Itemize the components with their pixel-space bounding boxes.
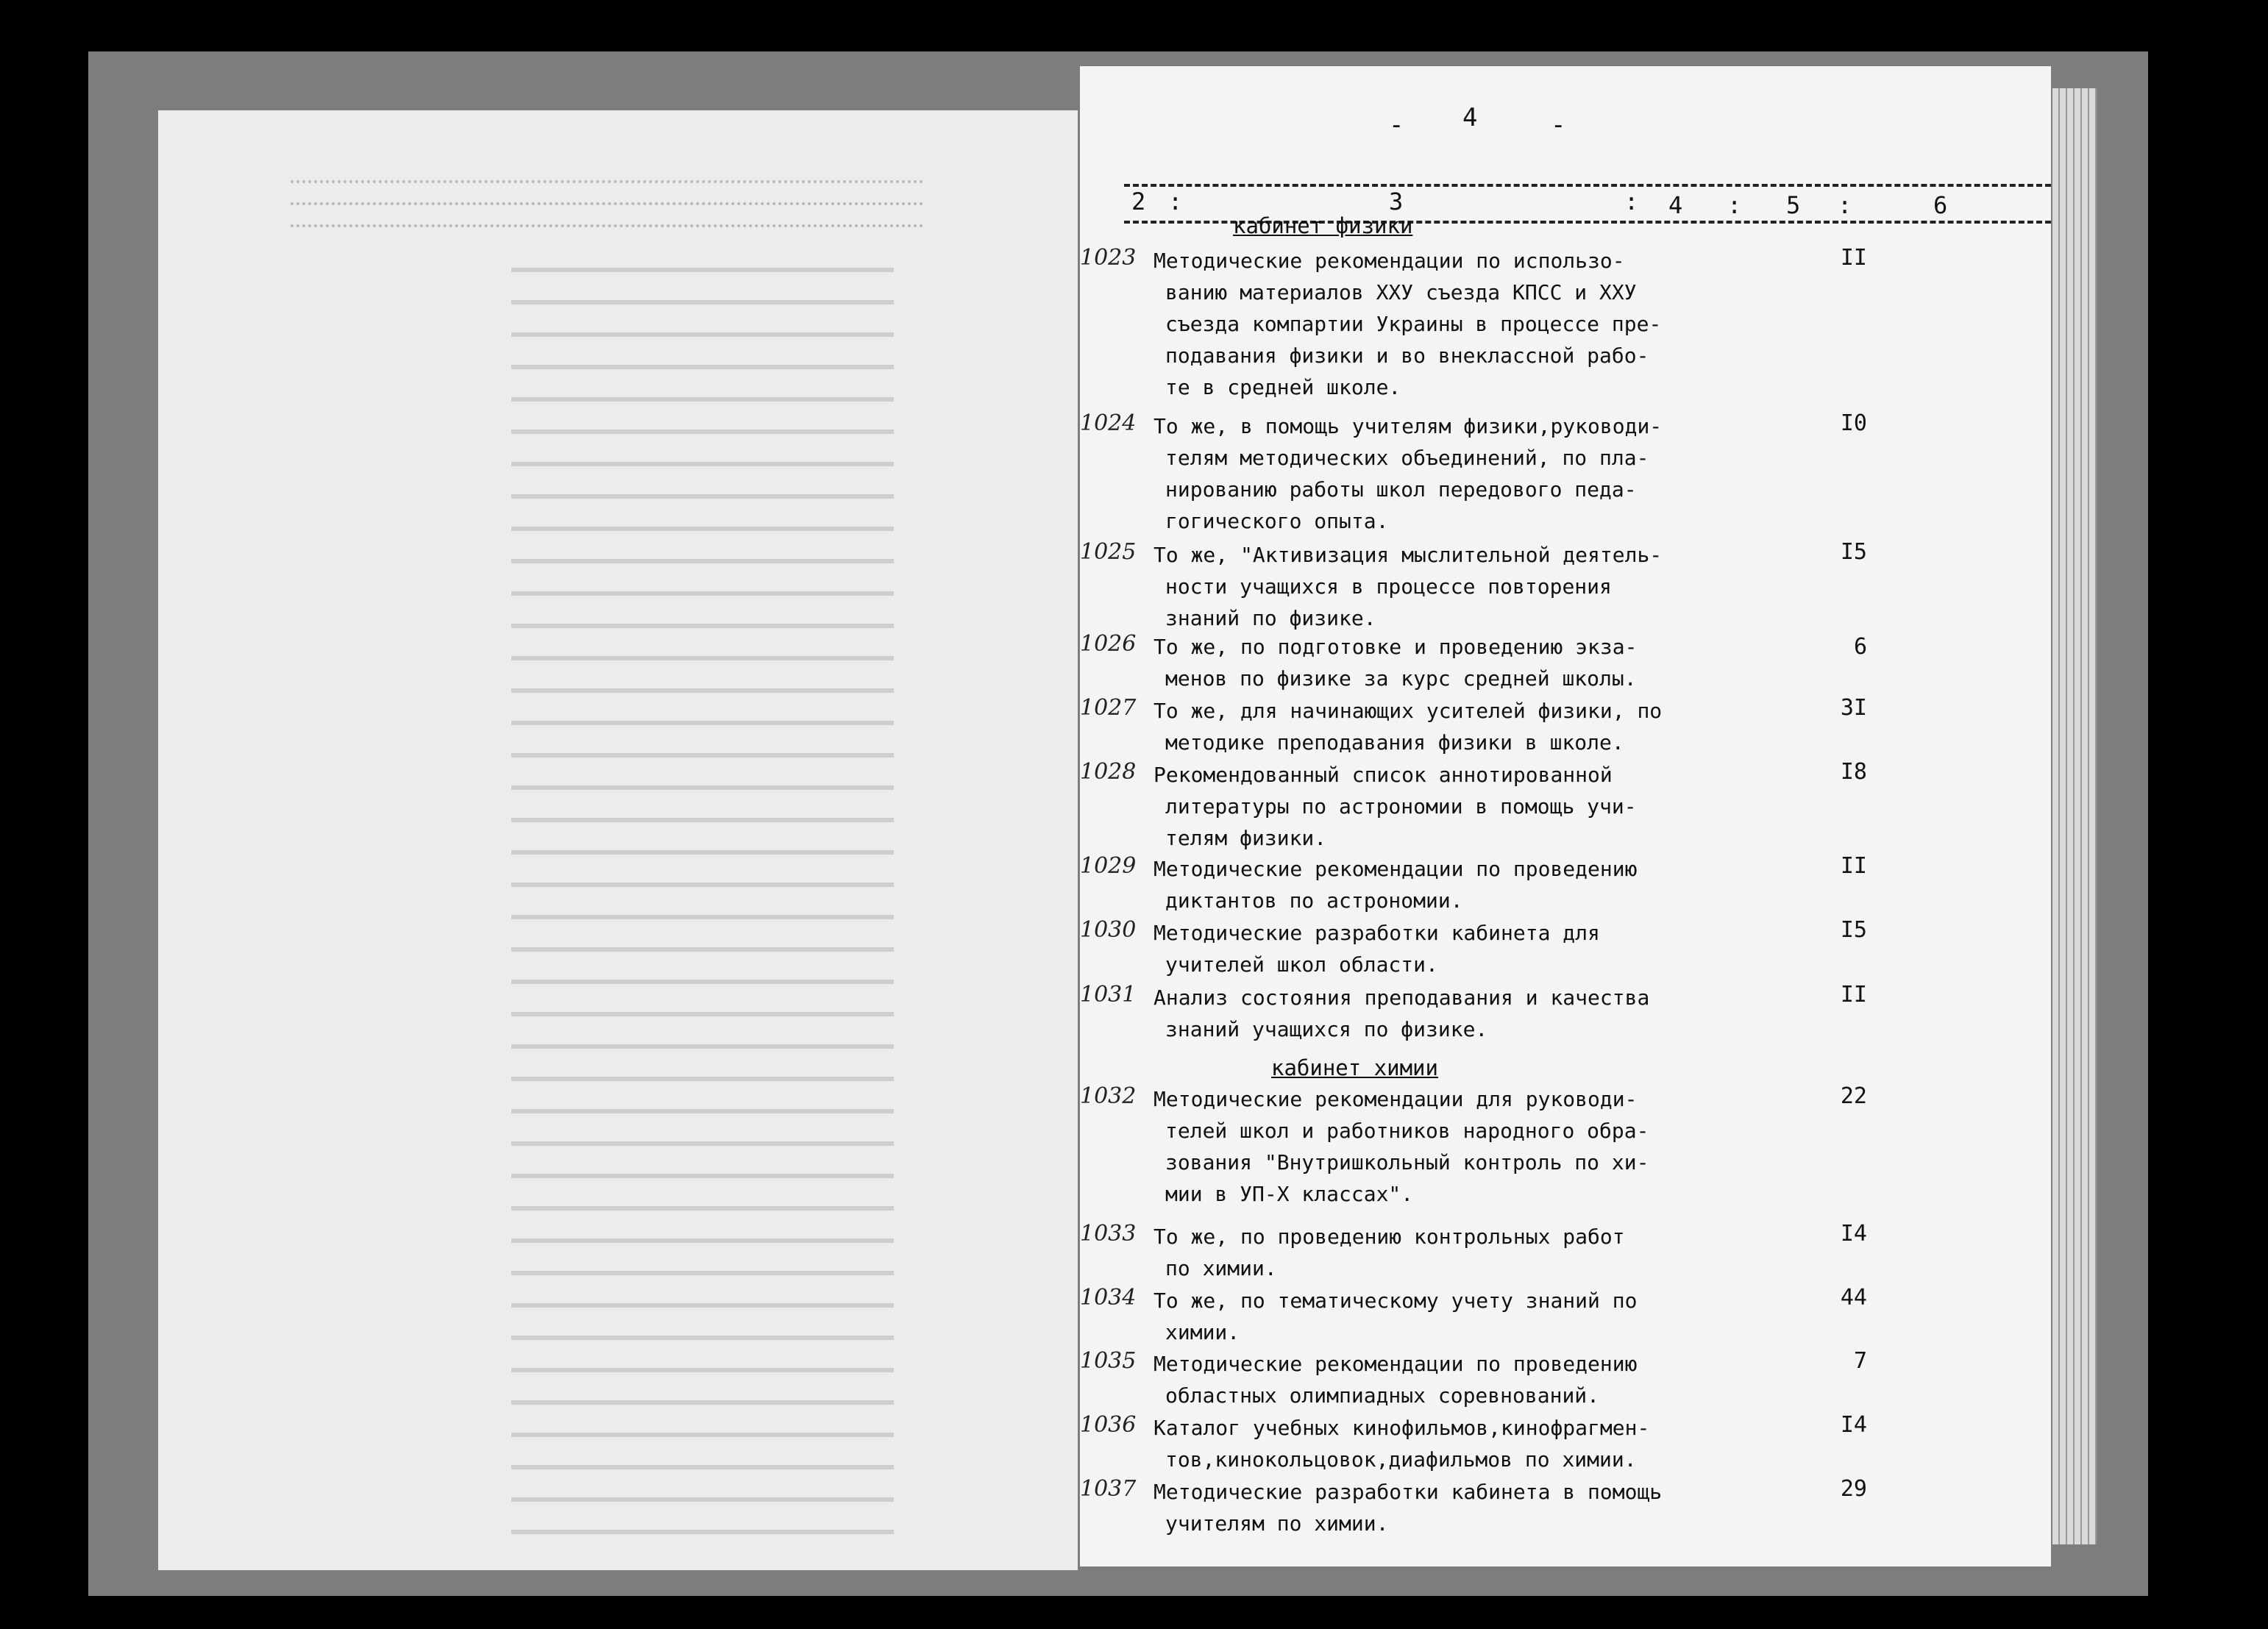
entry-page-count: II <box>1840 853 1867 879</box>
header-rule-top <box>1124 184 2051 187</box>
entry-page-count: 7 <box>1853 1348 1867 1374</box>
entry-text <box>1153 245 1668 403</box>
entry-number: 1033 <box>1080 1221 1137 1247</box>
col-header-3: 3 <box>1389 188 1404 215</box>
page-stack-edge <box>2052 88 2097 1544</box>
bleed-rule <box>291 224 923 227</box>
right-page <box>1080 66 2051 1566</box>
entry-text-line: ванию материалов XXУ съезда КПСС и XXУ <box>1165 280 1637 304</box>
entry-page-count: 3I <box>1840 695 1867 721</box>
entry-text-line: нированию работы школ передового педа- <box>1165 477 1637 502</box>
entry-page-count: I8 <box>1840 759 1867 785</box>
entry-number: 1031 <box>1080 982 1137 1008</box>
entry-text-line: Каталог учебных кинофильмов,кинофрагмен- <box>1153 1416 1650 1440</box>
col-sep: : <box>1838 191 1852 219</box>
entry-text-line: телям физики. <box>1165 826 1327 850</box>
page-number: 4 <box>1462 103 1478 132</box>
entry-text-line: химии. <box>1165 1320 1240 1344</box>
col-header-2: 2 <box>1131 188 1146 215</box>
entry-page-count: I0 <box>1840 410 1867 436</box>
entry-text-line: телям методических объединений, по пла- <box>1165 446 1649 470</box>
col-header-6: 6 <box>1933 191 1948 219</box>
entry-number: 1026 <box>1080 631 1137 657</box>
entry-text-line: гогического опыта. <box>1165 509 1389 533</box>
entry-text-line: Анализ состояния преподавания и качества <box>1153 985 1650 1010</box>
page-number-dash-right: - <box>1551 110 1566 140</box>
entry-text-line: подавания физики и во внеклассной рабо- <box>1165 343 1649 368</box>
page-number-dash-left: - <box>1389 110 1404 140</box>
entry-text-line: Методические рекомендации по проведению <box>1153 857 1638 881</box>
entry-text-line: зования "Внутришкольный контроль по хи- <box>1165 1150 1649 1174</box>
left-page-bleedthrough <box>158 110 1078 1570</box>
entry-page-count: 44 <box>1840 1285 1867 1311</box>
entry-text <box>1153 1285 1668 1348</box>
col-sep: : <box>1624 188 1639 215</box>
entry-text-line: методике преподавания физики в школе. <box>1165 730 1624 755</box>
entry-text-line: тов,кинокольцовок,диафильмов по химии. <box>1165 1447 1637 1472</box>
entry-text-line: литературы по астрономии в помощь учи- <box>1165 794 1637 819</box>
left-page <box>158 110 1078 1570</box>
entry-text-line: учителей школ области. <box>1165 952 1438 977</box>
entry-text-line: мии в УП-X классах". <box>1165 1182 1414 1206</box>
col-header-4: 4 <box>1668 191 1683 219</box>
col-header-5: 5 <box>1786 191 1801 219</box>
entry-page-count: II <box>1840 245 1867 271</box>
entry-text-line: по химии. <box>1165 1256 1277 1280</box>
bleed-rule <box>291 180 923 183</box>
entry-text <box>1153 982 1668 1045</box>
entry-text-line: знаний учащихся по физике. <box>1165 1017 1488 1041</box>
entry-text-line: То же, для начинающих усителей физики, по <box>1153 699 1663 723</box>
bleed-text-block <box>511 257 894 1544</box>
entry-number: 1037 <box>1080 1476 1137 1502</box>
entry-page-count: 29 <box>1840 1476 1867 1502</box>
entry-text-line: Методические разработки кабинета в помощь <box>1153 1480 1663 1504</box>
entry-number: 1032 <box>1080 1083 1137 1109</box>
entry-text <box>1153 1412 1668 1475</box>
entry-text-line: То же, по проведению контрольных работ <box>1153 1225 1625 1249</box>
entry-text-line: То же, в помощь учителям физики,руководи- <box>1153 414 1663 438</box>
entry-text <box>1153 1476 1668 1539</box>
entry-text-line: знаний по физике. <box>1165 606 1376 630</box>
entry-text-line: учителям по химии. <box>1165 1511 1389 1536</box>
entry-text-line: Методические рекомендации по использо- <box>1153 249 1625 273</box>
entry-text-line: То же, по тематическому учету знаний по <box>1153 1288 1638 1313</box>
section-heading-chemistry: кабинет химии <box>1271 1055 1438 1080</box>
entry-number: 1028 <box>1080 759 1137 785</box>
entry-number: 1030 <box>1080 917 1137 943</box>
entry-text <box>1153 1348 1668 1411</box>
entry-number: 1034 <box>1080 1285 1137 1311</box>
entry-text <box>1153 631 1668 694</box>
entry-number: 1035 <box>1080 1348 1137 1374</box>
entry-number: 1036 <box>1080 1412 1137 1438</box>
entry-text <box>1153 1221 1668 1284</box>
entry-page-count: I4 <box>1840 1221 1867 1247</box>
entry-text-line: То же, "Активизация мыслительной деятель- <box>1153 543 1663 567</box>
entry-page-count: 6 <box>1853 634 1867 660</box>
entry-text-line: менов по физике за курс средней школы. <box>1165 666 1637 691</box>
entry-page-count: II <box>1840 982 1867 1008</box>
entry-text <box>1153 695 1668 758</box>
col-sep: : <box>1727 191 1742 219</box>
entry-text <box>1153 853 1668 916</box>
entry-text <box>1153 410 1668 537</box>
entry-number: 1027 <box>1080 695 1137 721</box>
entry-page-count: 22 <box>1840 1083 1867 1109</box>
entry-number: 1024 <box>1080 410 1137 436</box>
entry-text <box>1153 759 1668 854</box>
entry-text <box>1153 917 1668 980</box>
entry-text-line: телей школ и работников народного обра- <box>1165 1119 1649 1143</box>
entry-text-line: те в средней школе. <box>1165 375 1401 399</box>
entry-number: 1023 <box>1080 245 1137 271</box>
col-sep: : <box>1168 188 1183 215</box>
entry-text <box>1153 539 1668 634</box>
entry-text <box>1153 1083 1668 1210</box>
entry-text-line: диктантов по астрономии. <box>1165 888 1463 913</box>
entry-text-line: Методические рекомендации по проведению <box>1153 1352 1638 1376</box>
entry-text-line: съезда компартии Украины в процессе пре- <box>1165 312 1662 336</box>
entry-text-line: Методические разработки кабинета для <box>1153 921 1600 945</box>
entry-text-line: ности учащихся в процессе повторения <box>1165 574 1612 599</box>
entry-text-line: То же, по подготовке и проведению экза- <box>1153 635 1638 659</box>
entry-text-line: областных олимпиадных соревнований. <box>1165 1383 1600 1408</box>
entry-text-line: Методические рекомендации для руководи- <box>1153 1087 1638 1111</box>
entry-page-count: I4 <box>1840 1412 1867 1438</box>
entry-number: 1029 <box>1080 853 1137 879</box>
section-heading-physics: кабинет физики <box>1233 213 1413 238</box>
entry-number: 1025 <box>1080 539 1137 565</box>
entry-page-count: I5 <box>1840 539 1867 565</box>
entry-page-count: I5 <box>1840 917 1867 943</box>
bleed-rule <box>291 202 923 205</box>
entry-text-line: Рекомендованный список аннотированной <box>1153 763 1613 787</box>
